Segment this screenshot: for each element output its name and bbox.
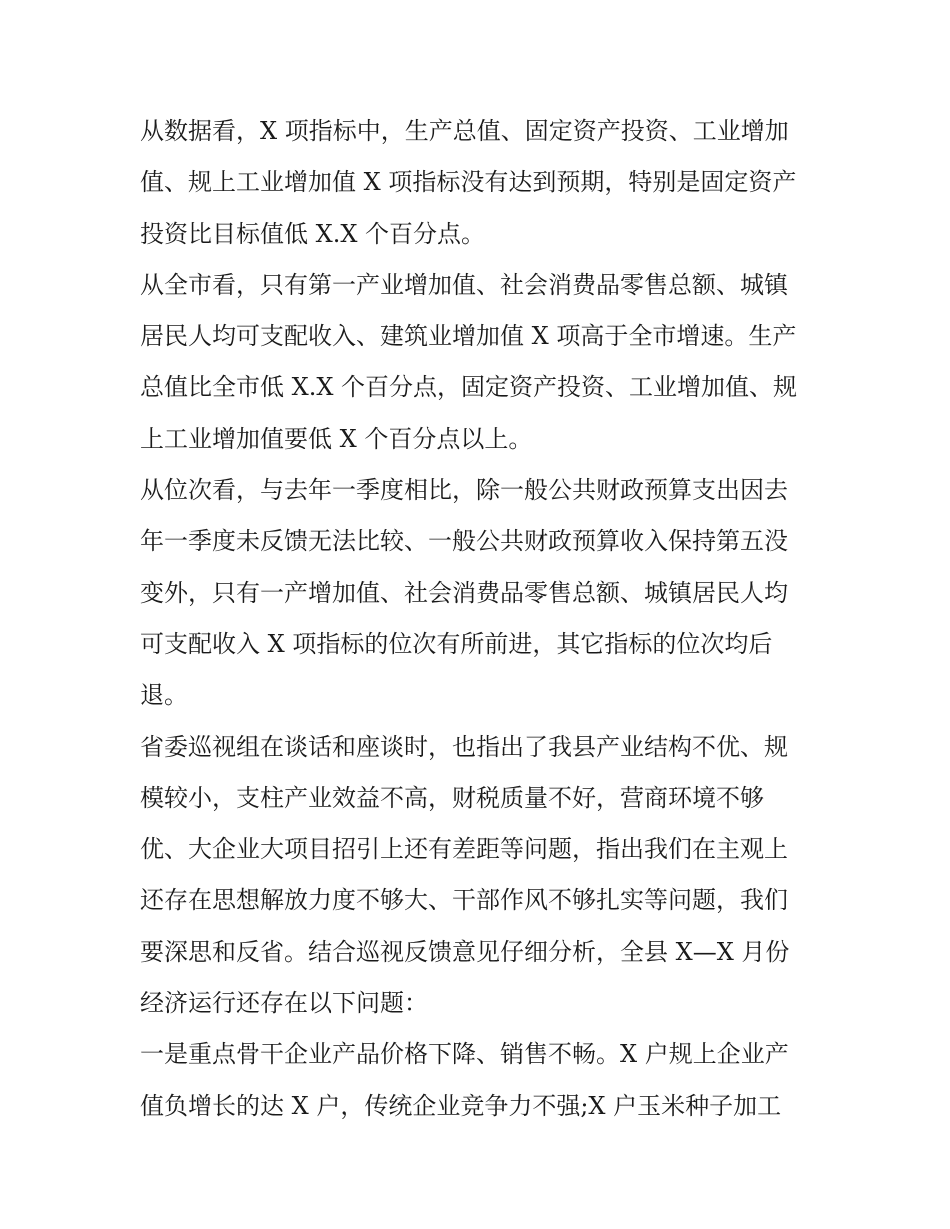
text-line: 还存在思想解放力度不够大、干部作风不够扎实等问题，我们 bbox=[140, 886, 788, 915]
text-line: 上工业增加值要低 X 个百分点以上。 bbox=[140, 424, 533, 453]
text-line: 从全市看，只有第一产业增加值、社会消费品零售总额、城镇 bbox=[140, 270, 788, 299]
body-text bbox=[140, 106, 820, 1132]
text-line: 变外，只有一产增加值、社会消费品零售总额、城镇居民人均 bbox=[140, 578, 788, 607]
text-line: 投资比目标值低 X.X 个百分点。 bbox=[140, 219, 486, 248]
text-line: 居民人均可支配收入、建筑业增加值 X 项高于全市增速。生产 bbox=[140, 322, 797, 351]
text-line: 模较小，支柱产业效益不高，财税质量不好，营商环境不够 bbox=[140, 783, 764, 812]
text-line: 省委巡视组在谈话和座谈时，也指出了我县产业结构不优、规 bbox=[140, 732, 788, 761]
text-line: 要深思和反省。结合巡视反馈意见仔细分析，全县 X—X 月份 bbox=[140, 937, 790, 966]
text-line: 可支配收入 X 项指标的位次有所前进，其它指标的位次均后 bbox=[140, 629, 773, 658]
text-line: 优、大企业大项目招引上还有差距等问题，指出我们在主观上 bbox=[140, 835, 788, 864]
text-line: 年一季度未反馈无法比较、一般公共财政预算收入保持第五没 bbox=[140, 527, 788, 556]
text-line: 总值比全市低 X.X 个百分点，固定资产投资、工业增加值、规 bbox=[140, 373, 798, 402]
text-line: 从位次看，与去年一季度相比，除一般公共财政预算支出因去 bbox=[140, 476, 788, 505]
text-line: 值负增长的达 X 户，传统企业竞争力不强;X 户玉米种子加工 bbox=[140, 1091, 782, 1120]
text-line: 从数据看，X 项指标中，生产总值、固定资产投资、工业增加 bbox=[140, 117, 789, 145]
text-line: 值、规上工业增加值 X 项指标没有达到预期，特别是固定资产 bbox=[140, 168, 797, 197]
text-line: 经济运行还存在以下问题： bbox=[140, 989, 428, 1018]
text-line: 一是重点骨干企业产品价格下降、销售不畅。X 户规上企业产 bbox=[140, 1040, 789, 1069]
text-line: 退。 bbox=[140, 681, 188, 710]
